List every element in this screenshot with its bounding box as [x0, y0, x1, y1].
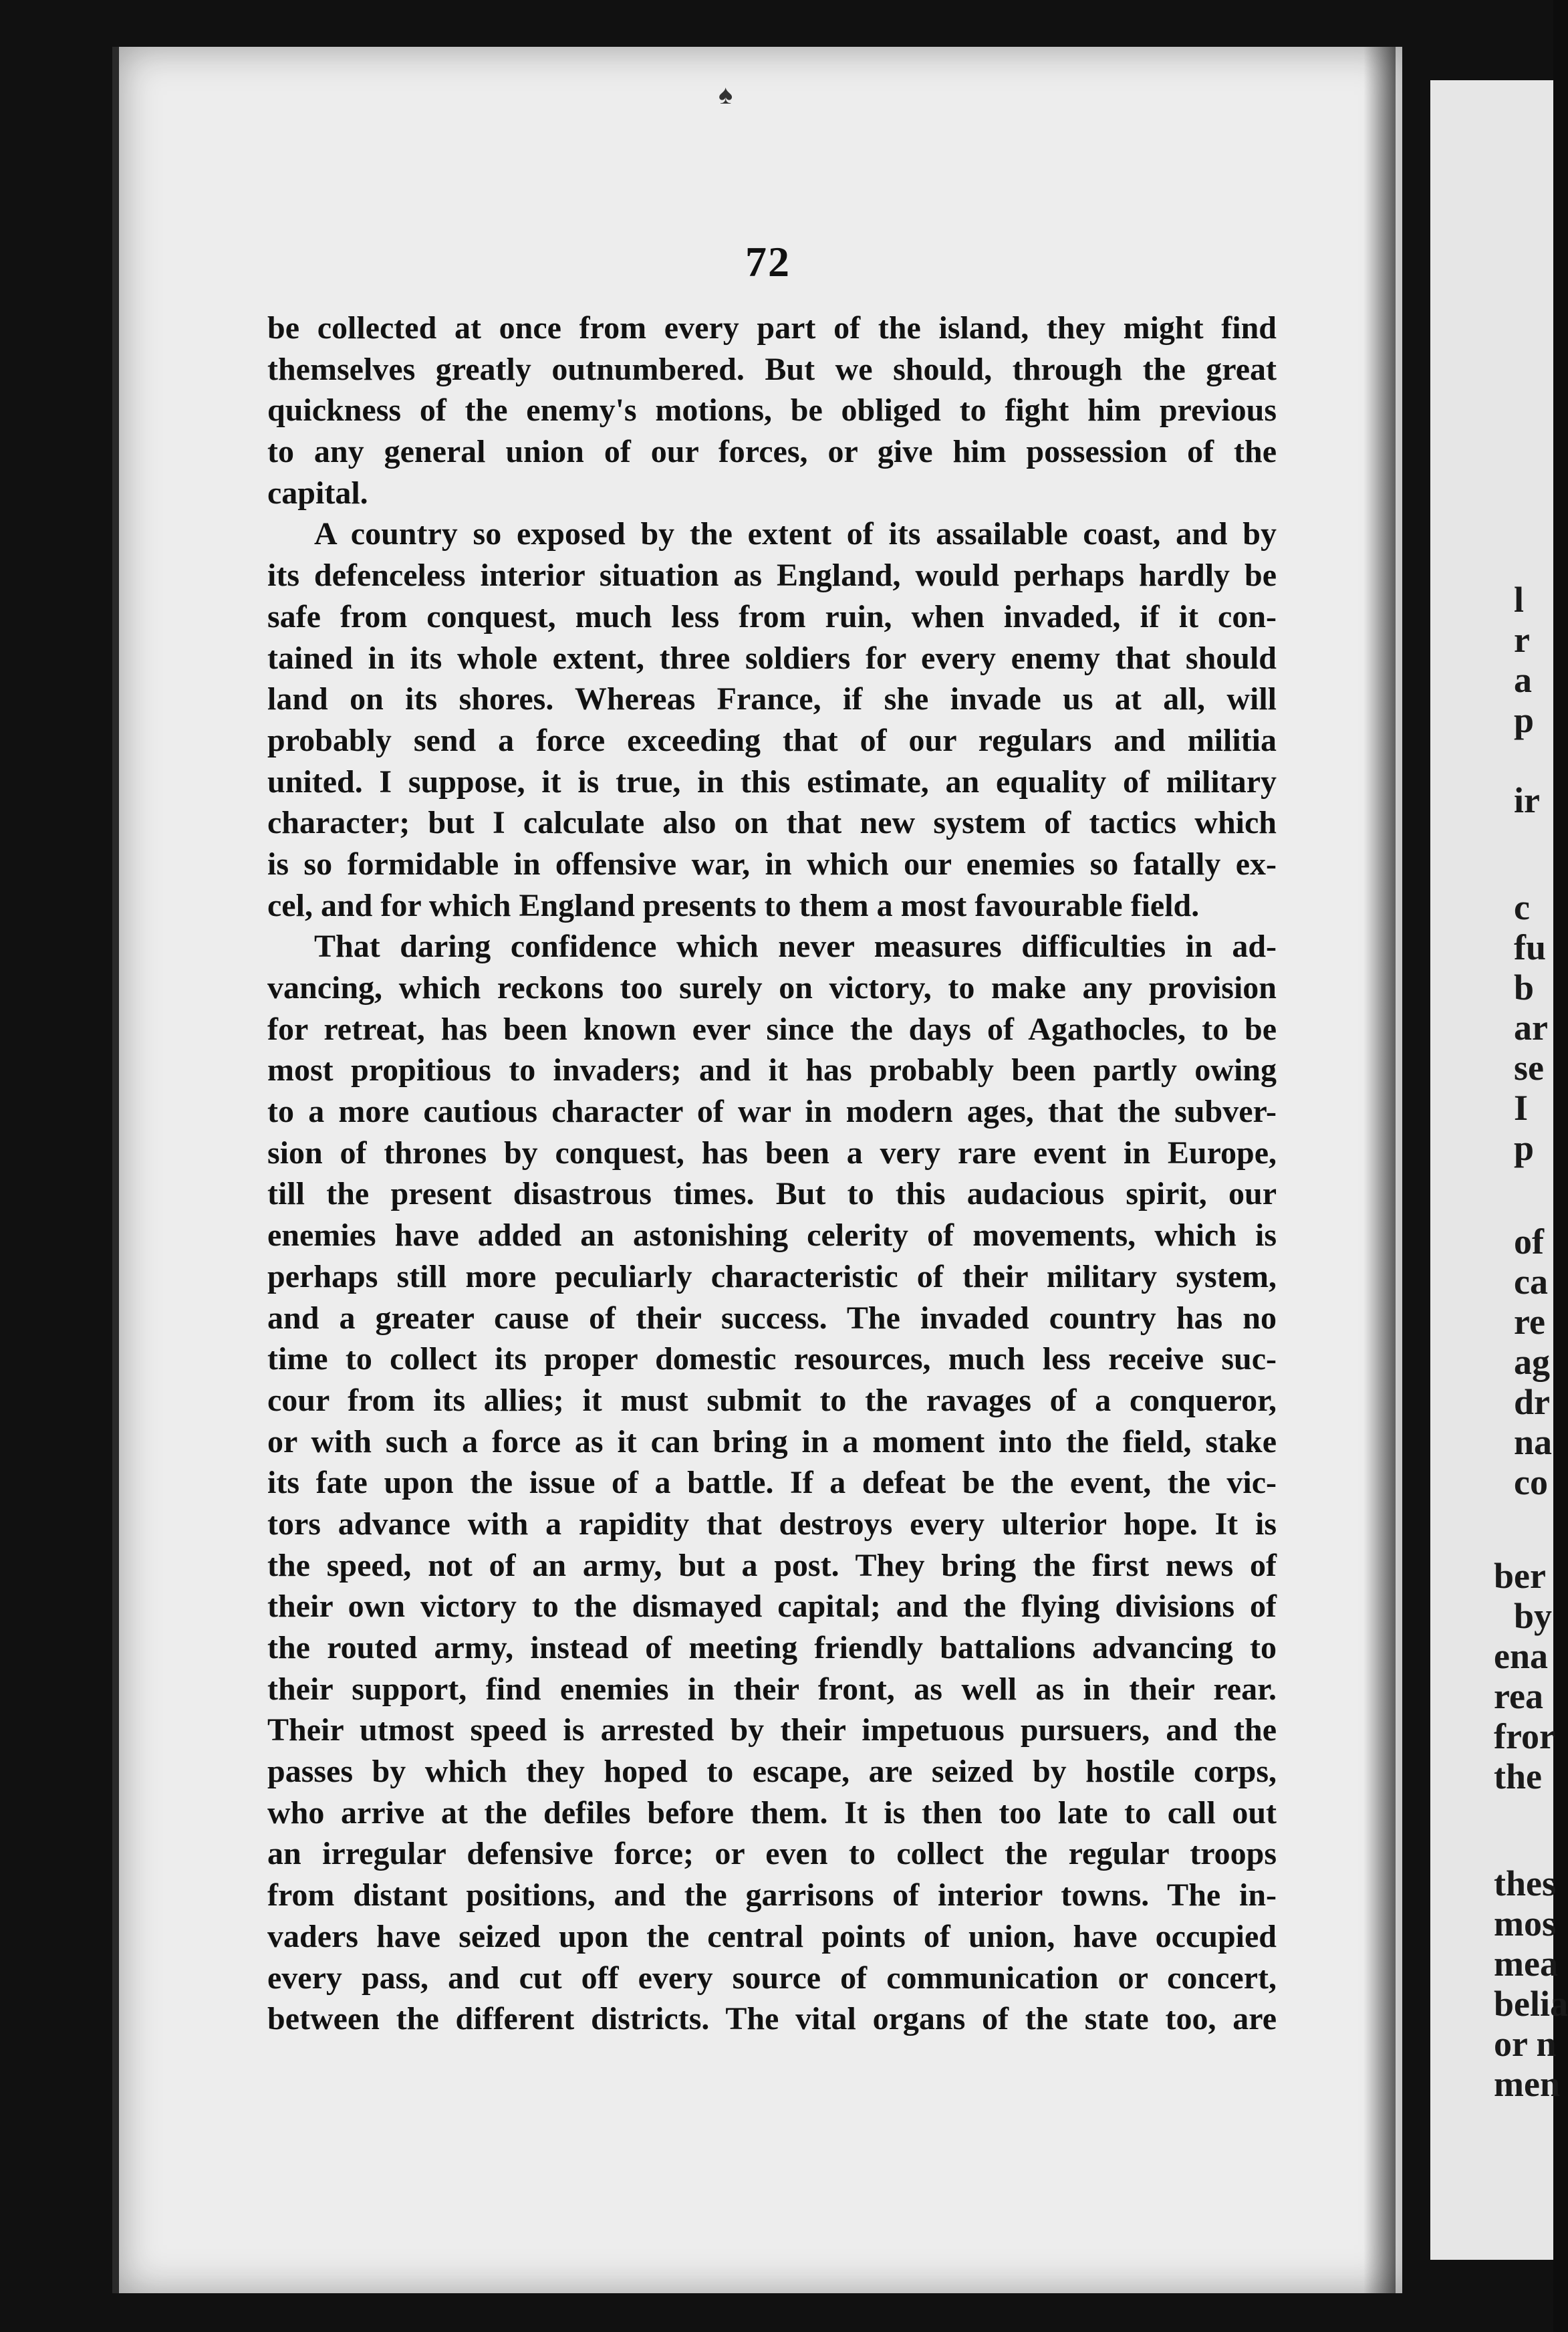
adjacent-page-text: r: [1514, 620, 1530, 660]
adjacent-page-text: na: [1514, 1422, 1553, 1462]
adjacent-page-text: b: [1514, 967, 1535, 1008]
text-line: capital.: [267, 475, 368, 511]
adjacent-page-text: belia: [1494, 1984, 1568, 2024]
text-line: their own victory to the dismayed capital; and the flying divisions of: [267, 1589, 1277, 1625]
text-line: the routed army, instead of meeting friendly battalions advancing to: [267, 1630, 1277, 1665]
text-line: to any general union of our forces, or give him possession of the: [267, 434, 1277, 470]
adjacent-page-text: rea: [1494, 1676, 1543, 1716]
text-line: every pass, and cut off every source of communication or concert,: [267, 1960, 1277, 1996]
text-line: their support, find enemies in their front, as well as in their rear.: [267, 1671, 1277, 1707]
text-line: sion of thrones by conquest, has been a very rare event in Europe,: [267, 1135, 1277, 1171]
text-line: That daring confidence which never measures difficulties in ad-: [314, 929, 1277, 965]
text-line: tained in its whole extent, three soldiers for every enemy that should: [267, 640, 1277, 676]
text-line: be collected at once from every part of the island, they might find: [267, 310, 1277, 346]
page-gutter-shadow: [1363, 47, 1396, 2293]
adjacent-page-text: ber: [1494, 1556, 1546, 1596]
text-line: its fate upon the issue of a battle. If a defeat be the event, the vic-: [267, 1465, 1277, 1501]
adjacent-page-text: or n: [1494, 2024, 1557, 2064]
text-line: from distant positions, and the garrisons of interior towns. The in-: [267, 1877, 1277, 1913]
adjacent-page-text: dr: [1514, 1382, 1550, 1422]
adjacent-page-text: ag: [1514, 1342, 1550, 1382]
adjacent-page-text: ena: [1494, 1636, 1548, 1676]
text-line: and a greater cause of their success. The invaded country has no: [267, 1300, 1277, 1336]
adjacent-page-text: a: [1514, 660, 1532, 700]
ink-blot-mark: ♠: [718, 80, 733, 110]
adjacent-page-text: of: [1514, 1221, 1544, 1262]
text-line: land on its shores. Whereas France, if she invade us at all, will: [267, 681, 1277, 717]
text-line: time to collect its proper domestic resources, much less receive suc-: [267, 1341, 1277, 1377]
text-line: is so formidable in offensive war, in which our enemies so fatally ex-: [267, 846, 1277, 882]
text-line: till the present disastrous times. But to this audacious spirit, our: [267, 1176, 1277, 1212]
adjacent-page-text: men: [1494, 2064, 1560, 2104]
adjacent-page-text: fu: [1514, 927, 1547, 967]
adjacent-page-text: c: [1514, 887, 1530, 927]
text-line: perhaps still more peculiarly characteristic of their military system,: [267, 1258, 1277, 1294]
text-line: its defenceless interior situation as England, would perhaps hardly be: [267, 558, 1277, 594]
text-line: cel, and for which England presents to them a most favourable field.: [267, 887, 1200, 923]
text-line: vaders have seized upon the central points of union, have occupied: [267, 1918, 1277, 1954]
adjacent-page-text: thes: [1494, 1863, 1556, 1903]
adjacent-page-edge: [1430, 80, 1568, 2260]
text-line: for retreat, has been known ever since the days of Agathocles, to be: [267, 1011, 1277, 1047]
text-line: tors advance with a rapidity that destroys every ulterior hope. It is: [267, 1506, 1277, 1542]
text-line: most propitious to invaders; and it has probably been partly owing: [267, 1052, 1277, 1088]
text-line: vancing, which reckons too surely on victory, to make any provision: [267, 970, 1277, 1006]
adjacent-page-text: fror: [1494, 1716, 1555, 1756]
text-line: probably send a force exceeding that of our regulars and militia: [267, 722, 1277, 758]
adjacent-page-text: p: [1514, 700, 1535, 740]
text-line: cour from its allies; it must submit to the ravages of a conqueror,: [267, 1382, 1277, 1418]
adjacent-page-text: the: [1494, 1756, 1542, 1796]
adjacent-page-text: mea: [1494, 1944, 1558, 1984]
adjacent-page-text: se: [1514, 1048, 1544, 1088]
adjacent-page-text: re: [1514, 1302, 1545, 1342]
text-line: an irregular defensive force; or even to collect the regular troops: [267, 1836, 1277, 1872]
text-line: to a more cautious character of war in modern ages, that the subver-: [267, 1094, 1277, 1130]
text-line: passes by which they hoped to escape, are seized by hostile corps,: [267, 1754, 1277, 1790]
text-line: who arrive at the defiles before them. It is then too late to call out: [267, 1794, 1277, 1831]
adjacent-page-text: mos: [1494, 1903, 1556, 1944]
text-line: themselves greatly outnumbered. But we should, through the great: [267, 351, 1277, 387]
text-line: character; but I calculate also on that new system of tactics which: [267, 805, 1277, 841]
text-line: united. I suppose, it is true, in this estimate, an equality of military: [267, 764, 1277, 800]
text-line: enemies have added an astonishing celerity of movements, which is: [267, 1217, 1277, 1254]
body-text: [267, 308, 1277, 2040]
text-line: A country so exposed by the extent of its assailable coast, and by: [314, 516, 1277, 552]
text-line: quickness of the enemy's motions, be obliged to fight him previous: [267, 392, 1277, 429]
adjacent-page-text: by: [1514, 1596, 1553, 1636]
adjacent-page-text: ca: [1514, 1262, 1548, 1302]
adjacent-page-text: p: [1514, 1128, 1535, 1168]
adjacent-page-text: ar: [1514, 1008, 1548, 1048]
page-number: 72: [745, 238, 791, 285]
text-line: or with such a force as it can bring in a moment into the field, stake: [267, 1423, 1277, 1460]
text-line: safe from conquest, much less from ruin, when invaded, if it con-: [267, 598, 1277, 634]
text-line: between the different districts. The vital organs of the state too, are: [267, 2001, 1277, 2037]
adjacent-page-text: I: [1514, 1088, 1529, 1128]
adjacent-page-text: l: [1514, 580, 1525, 620]
adjacent-page-text: ir: [1514, 780, 1540, 820]
text-line: the speed, not of an army, but a post. They bring the first news of: [267, 1547, 1277, 1583]
adjacent-page-text: co: [1514, 1462, 1548, 1502]
text-line: Their utmost speed is arrested by their impetuous pursuers, and the: [267, 1712, 1277, 1748]
